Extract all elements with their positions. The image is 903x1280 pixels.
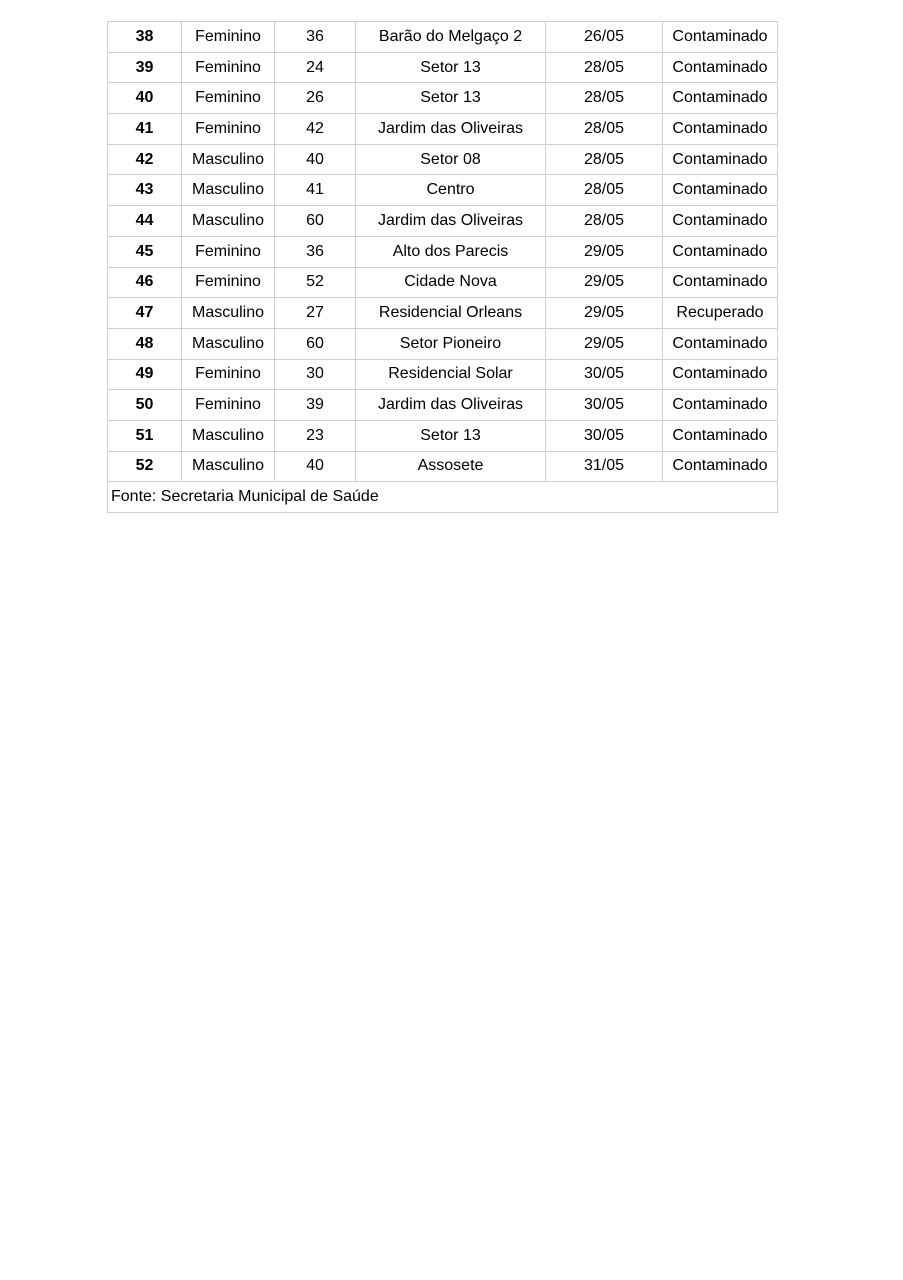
neighborhood-cell: Alto dos Parecis	[356, 236, 546, 267]
table-row	[108, 52, 778, 83]
date-cell: 28/05	[546, 83, 663, 114]
age-cell: 40	[275, 451, 356, 482]
table-row	[108, 420, 778, 451]
status-cell: Contaminado	[663, 144, 778, 175]
age-cell: 24	[275, 52, 356, 83]
neighborhood-cell: Jardim das Oliveiras	[356, 390, 546, 421]
date-cell: 28/05	[546, 144, 663, 175]
age-cell: 42	[275, 114, 356, 145]
age-cell: 30	[275, 359, 356, 390]
source-note: Fonte: Secretaria Municipal de Saúde	[108, 482, 778, 513]
sex-cell: Masculino	[182, 451, 275, 482]
status-cell: Contaminado	[663, 267, 778, 298]
status-cell: Contaminado	[663, 328, 778, 359]
age-cell: 40	[275, 144, 356, 175]
table-row	[108, 451, 778, 482]
status-cell: Contaminado	[663, 22, 778, 53]
case-id-cell: 44	[108, 206, 182, 237]
sex-cell: Feminino	[182, 390, 275, 421]
sex-cell: Masculino	[182, 175, 275, 206]
sex-cell: Feminino	[182, 359, 275, 390]
table-row	[108, 359, 778, 390]
case-id-cell: 52	[108, 451, 182, 482]
neighborhood-cell: Cidade Nova	[356, 267, 546, 298]
sex-cell: Feminino	[182, 267, 275, 298]
date-cell: 28/05	[546, 206, 663, 237]
date-cell: 29/05	[546, 236, 663, 267]
neighborhood-cell: Setor 08	[356, 144, 546, 175]
neighborhood-cell: Setor 13	[356, 52, 546, 83]
cases-table	[107, 21, 778, 513]
neighborhood-cell: Jardim das Oliveiras	[356, 206, 546, 237]
neighborhood-cell: Assosete	[356, 451, 546, 482]
case-id-cell: 42	[108, 144, 182, 175]
date-cell: 30/05	[546, 390, 663, 421]
sex-cell: Masculino	[182, 206, 275, 237]
status-cell: Contaminado	[663, 359, 778, 390]
neighborhood-cell: Residencial Orleans	[356, 298, 546, 329]
sex-cell: Feminino	[182, 114, 275, 145]
sex-cell: Masculino	[182, 144, 275, 175]
source-row	[108, 482, 778, 513]
date-cell: 26/05	[546, 22, 663, 53]
status-cell: Contaminado	[663, 390, 778, 421]
sex-cell: Masculino	[182, 328, 275, 359]
status-cell: Contaminado	[663, 83, 778, 114]
sex-cell: Masculino	[182, 298, 275, 329]
case-id-cell: 45	[108, 236, 182, 267]
table-row	[108, 390, 778, 421]
case-id-cell: 43	[108, 175, 182, 206]
age-cell: 27	[275, 298, 356, 329]
table-row	[108, 175, 778, 206]
age-cell: 36	[275, 22, 356, 53]
neighborhood-cell: Residencial Solar	[356, 359, 546, 390]
table-row	[108, 144, 778, 175]
table-row	[108, 114, 778, 145]
date-cell: 30/05	[546, 420, 663, 451]
status-cell: Contaminado	[663, 114, 778, 145]
status-cell: Contaminado	[663, 451, 778, 482]
neighborhood-cell: Setor 13	[356, 420, 546, 451]
age-cell: 39	[275, 390, 356, 421]
sex-cell: Feminino	[182, 22, 275, 53]
case-id-cell: 48	[108, 328, 182, 359]
date-cell: 28/05	[546, 52, 663, 83]
status-cell: Contaminado	[663, 420, 778, 451]
case-id-cell: 38	[108, 22, 182, 53]
table-row	[108, 267, 778, 298]
date-cell: 28/05	[546, 175, 663, 206]
sex-cell: Feminino	[182, 236, 275, 267]
age-cell: 52	[275, 267, 356, 298]
cases-table-body	[108, 22, 778, 513]
status-cell: Contaminado	[663, 52, 778, 83]
date-cell: 29/05	[546, 267, 663, 298]
case-id-cell: 40	[108, 83, 182, 114]
case-id-cell: 46	[108, 267, 182, 298]
status-cell: Contaminado	[663, 206, 778, 237]
status-cell: Contaminado	[663, 236, 778, 267]
date-cell: 29/05	[546, 298, 663, 329]
sex-cell: Feminino	[182, 52, 275, 83]
table-row	[108, 328, 778, 359]
age-cell: 26	[275, 83, 356, 114]
date-cell: 29/05	[546, 328, 663, 359]
date-cell: 31/05	[546, 451, 663, 482]
table-row	[108, 298, 778, 329]
status-cell: Recuperado	[663, 298, 778, 329]
neighborhood-cell: Barão do Melgaço 2	[356, 22, 546, 53]
table-row	[108, 236, 778, 267]
table-row	[108, 83, 778, 114]
neighborhood-cell: Setor Pioneiro	[356, 328, 546, 359]
status-cell: Contaminado	[663, 175, 778, 206]
table-row	[108, 22, 778, 53]
age-cell: 60	[275, 328, 356, 359]
case-id-cell: 50	[108, 390, 182, 421]
case-id-cell: 39	[108, 52, 182, 83]
neighborhood-cell: Centro	[356, 175, 546, 206]
neighborhood-cell: Jardim das Oliveiras	[356, 114, 546, 145]
case-id-cell: 51	[108, 420, 182, 451]
neighborhood-cell: Setor 13	[356, 83, 546, 114]
age-cell: 36	[275, 236, 356, 267]
sex-cell: Masculino	[182, 420, 275, 451]
case-id-cell: 47	[108, 298, 182, 329]
age-cell: 60	[275, 206, 356, 237]
sex-cell: Feminino	[182, 83, 275, 114]
date-cell: 30/05	[546, 359, 663, 390]
age-cell: 23	[275, 420, 356, 451]
table-row	[108, 206, 778, 237]
case-id-cell: 41	[108, 114, 182, 145]
case-id-cell: 49	[108, 359, 182, 390]
date-cell: 28/05	[546, 114, 663, 145]
age-cell: 41	[275, 175, 356, 206]
